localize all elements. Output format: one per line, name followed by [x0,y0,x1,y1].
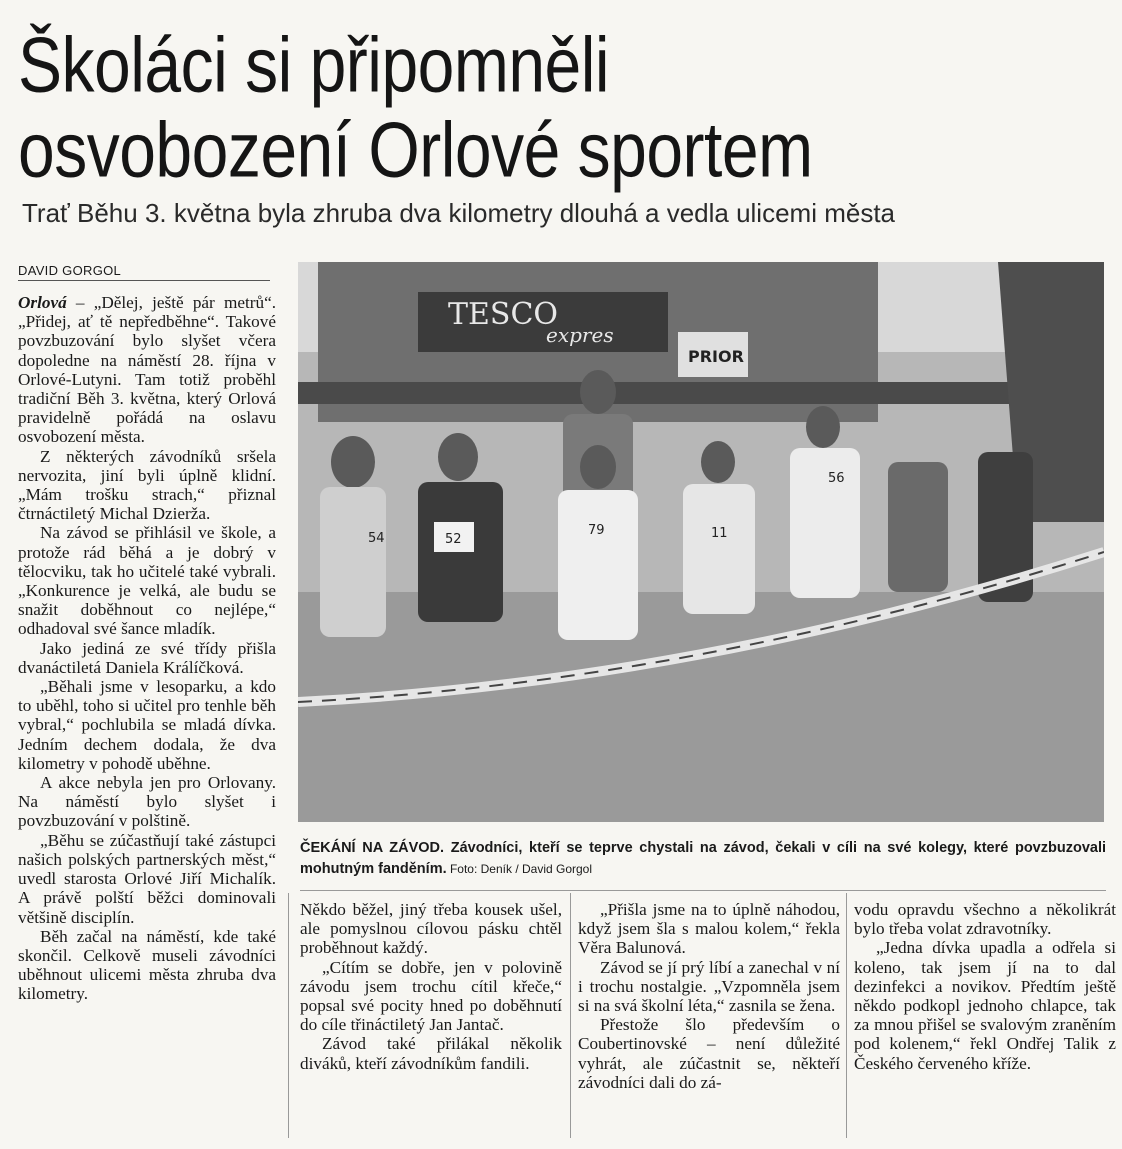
bib-number: 54 [368,531,385,546]
photo-caption [300,838,1106,880]
paragraph: „Běhali jsme v lesoparku, a kdo to uběhl, toho si učitel pro tenhle běh vybral,“ pochlubila se mladá dívka. Jedním dechem dodala, že dva kilometry v pohodě uběhne. [18,677,276,773]
runner-head [806,406,840,448]
paragraph: „Jedna dívka upadla a odřela si koleno, tak jsem jí na to dal dezinfekci a novikov. Předtím ještě někdo podkopl jednoho chlapce, tak za mnou přišel se svalovým zraněním pod kolenem,“ řekl Ondřej Talik z Českého červeného kříže. [854,938,1116,1073]
pavement [298,592,1104,822]
article-column-1 [18,293,276,1004]
runner-body [558,490,638,640]
runner-head [580,445,616,489]
expres-sign: expres [546,323,614,347]
dateline: Orlová [18,293,67,312]
paragraph: Běh začal na náměstí, kde také skončil. Celkově museli závodníci uběhnout ulicemi města zhruba dva kilometry. [18,926,276,1004]
paragraph: Jako jediná ze své třídy přišla dvanáctiletá Daniela Králíčková. [18,638,276,677]
paragraph: Z některých závodníků sršela nervozita, jiní byli úplně klidní. „Mám trošku strach,“ přiznal čtrnáctiletý Michal Dzierža. [18,446,276,524]
prior-sign: PRIOR [688,347,744,366]
caption-title: ČEKÁNÍ NA ZÁVOD. [300,840,445,856]
paragraph: Závod se jí prý líbí a zanechal v ní i trochu nostalgie. „Vzpomněla jsem si na svá školní léta,“ zasnila se žena. [578,957,840,1016]
column-divider [846,893,847,1138]
paragraph: Někdo běžel, jiný třeba kousek ušel, ale pomyslnou cílovou pásku chtěl proběhnout každý. [300,900,562,958]
column-divider [288,893,289,1138]
article-photo [298,262,1104,822]
paragraph: „Cítím se dobře, jen v polovině závodu jsem trochu cítil křeče,“ popsal své pocity hned po doběhnutí do cíle třináctiletý Jan Jantač. [300,957,562,1035]
column-divider [570,893,571,1138]
paragraph: „Přišla jsme na to úplně náhodou, když jsem šla s malou kolem,“ řekla Věra Balunová. [578,900,840,958]
runner-head [580,370,616,414]
paragraph: Přestože šlo především o Coubertinovské – není důležité vyhrát, ale zúčastnit se, někteří závodníci dali do zá- [578,1015,840,1092]
tesco-sign: TESCO [448,297,559,332]
paragraph: Závod také přilákal několik diváků, kteří závodníkům fandili. [300,1034,562,1073]
paragraph: Orlová – „Dělej, ještě pár metrů“. „Přidej, ať tě nepředběhne“. Takové povzbuzování bylo slyšet včera dopoledne na náměstí 28. října v Orlové-Lutyni. Tam totiž proběhl tradiční Běh 3. května, který Orlová pravidelně pořádá na oslavu osvobození města. [18,293,276,447]
bib-number: 52 [445,532,462,547]
runner-body [683,484,755,614]
article-column-2 [300,900,562,1073]
runner-body [888,462,948,592]
caption-divider [300,890,1106,891]
runner-head [438,433,478,481]
photo-credit: Foto: Deník / David Gorgol [446,862,593,876]
headline [18,22,1108,192]
bib-number: 56 [828,471,845,486]
article-column-3 [578,900,840,1092]
byline: DAVID GORGOL [18,263,270,281]
bib-number: 11 [711,526,728,541]
runner-head [331,436,375,488]
paragraph: Na závod se přihlásil ve škole, a protože rád běhá a je dobrý v tělocviku, tak ho učitelé také vybrali. „Konkurence je velká, ale budu se snažit doběhnout co nejlépe,“ odhadoval své šance mladík. [18,523,276,639]
canopy [298,382,1104,404]
caption-body: Závodníci, kteří se teprve chystali na závod, čekali v cíli na své kolegy, které povzbuzovali mohutným fanděním. [300,840,1106,877]
paragraph: vodu opravdu všechno a několikrát bylo třeba volat zdravotníky. [854,900,1116,939]
runner-head [701,441,735,483]
article-column-4 [854,900,1116,1073]
bib-number: 79 [588,523,605,538]
paragraph: A akce nebyla jen pro Orlovany. Na náměstí bylo slyšet i povzbuzování v polštině. [18,773,276,831]
runner-body [320,487,386,637]
runners-photo-illustration [298,262,1104,822]
headline-line-1: Školáci si připomněli [18,20,610,109]
paragraph: „Běhu se zúčastňují také zástupci našich polských partnerských měst,“ uvedl starosta Orlové Jiří Michalík. A právě polští běžci dominovali většině disciplín. [18,830,276,927]
runner-body [790,448,860,598]
headline-line-2: osvobození Orlové sportem [18,105,813,194]
subheadline: Trať Běhu 3. května byla zhruba dva kilometry dlouhá a vedla ulicemi města [22,198,896,228]
